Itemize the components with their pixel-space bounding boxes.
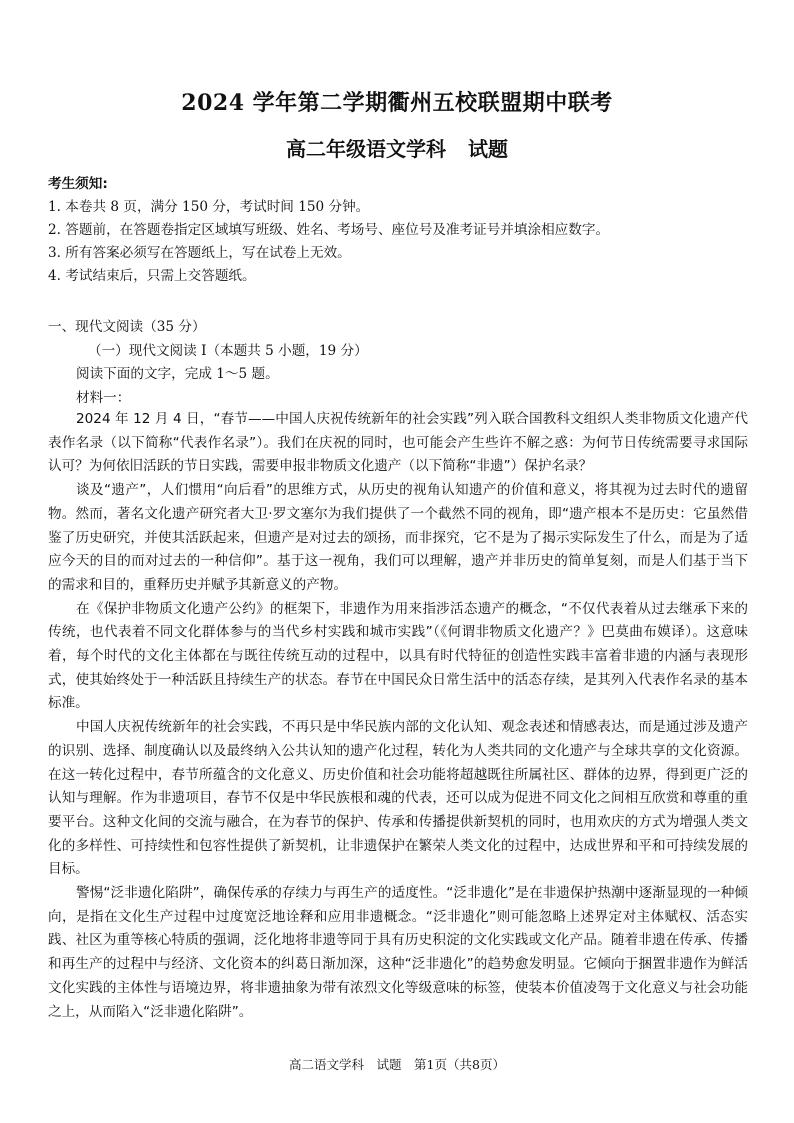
section-heading-block [48, 316, 748, 410]
notice-item: 2. 答题前，在答题卷指定区域填写班级、姓名、考场号、座位号及准考证号并填涂相应数字。 [48, 222, 610, 238]
reading-material [48, 408, 748, 1024]
notice-heading: 考生须知: [48, 176, 108, 192]
paper-label: 试题 [468, 137, 508, 161]
article-paragraph: 警惕“泛非遗化陷阱”，确保传承的存续力与再生产的适度性。“泛非遗化”是在非遗保护热潮中逐渐显现的一种倾向，是指在文化生产过程中过度宽泛地诠释和应用非遗概念。“泛非遗化”则可能忽略上述界定对主体赋权、活态实践、社区为重等核心特质的强调，泛化地将非遗等同于具有历史积淀的文化实践或文化产品。随着非遗在传承、传播和再生产的过程中与经济、文化资本的纠葛日渐加深，这种“泛非遗化”的趋势愈发明显。它倾向于捆置非遗作为鲜活文化实践的主体性与语境边界，将非遗抽象为带有浓烈文化等级意味的标签，使装本价值凌驾于文化意义与社会功能之上，从而陷入“泛非遗化陷阱”。 [48, 885, 748, 1020]
page-footer: 高二语文学科 试题 第1页（共8页） [289, 1057, 505, 1072]
article-paragraph: 谈及“遗产”，人们惯用“向后看”的思维方式，从历史的视角认知遗产的价值和意义，将其视为过去时代的遗留物。然而，著名文化遗产研究者大卫·罗文塞尔为我们提供了一个截然不同的视角，即“遗产根本不是历史：它虽然借鉴了历史研究，并使其活跃起来，但遗产是对过去的颂扬，而非探究，它不是为了揭示实际发生了什么，而是为了适应今天的目的而对过去的一种信仰”。基于这一视角，我们可以理解，遗产并非历史的简单复刻，而是人们基于当下的需求和目的，重释历史并赋予其新意义的产物。 [48, 482, 748, 593]
reading-instruction: 阅读下面的文字，完成 1～5 题。 [76, 366, 279, 382]
notice-item: 4. 考试结束后，只需上交答题纸。 [48, 268, 256, 284]
part-heading: 一、现代文阅读（35 分） [48, 319, 206, 335]
article-paragraph: 在《保护非物质文化遗产公约》的框架下，非遗作为用来指涉活态遗产的概念，“不仅代表着从过去继承下来的传统，也代表着不同文化群体参与的当代乡村实践和城市实践”（《何谓非物质文化遗产？》巴莫曲布嫫译）。这意味着，每个时代的文化主体都在与既往传统互动的过程中，以具有时代特征的创造性实践丰富着非遗的内涵与表现形式，使其始终处于一种活跃且持续生产的状态。春节在中国民众日常生活中的活态存续，是其列入代表作名录的基本标准。 [48, 600, 748, 712]
article-paragraph: 中国人庆祝传统新年的社会实践，不再只是中华民族内部的文化认知、观念表述和情感表达，而是通过涉及遗产的识别、选择、制度确认以及最终纳入公共认知的遗产化过程，转化为人类共同的文化遗产与全球共享的文化资源。在这一转化过程中，春节所蕴含的文化意义、历史价值和社会功能将超越既往所属社区、群体的边界，得到更广泛的认知与理解。作为非遗项目，春节不仅是中华民族根和魂的代表，还可以成为促进不同文化之间相互欣赏和尊重的重要平台。这种文化间的交流与融合，在为春节的保护、传承和传播提供新契机的同时，也用欢庆的方式为增强人类文化的多样性、可持续性和包容性提供了新契机，让非遗保护在繁荣人类文化的过程中，达成世界和平和可持续发展的目标。 [48, 719, 748, 878]
subsection-heading: （一）现代文阅读 I（本题共 5 小题，19 分） [88, 342, 368, 359]
exam-title: 2024 学年第二学期衢州五校联盟期中联考 [181, 90, 613, 116]
exam-subtitle [0, 133, 794, 162]
candidate-notice [48, 173, 748, 288]
notice-item: 1. 本卷共 8 页，满分 150 分，考试时间 150 分钟。 [48, 199, 370, 215]
material-label: 材料一： [76, 389, 131, 406]
article-paragraph: 2024 年 12 月 4 日，“春节——中国人庆祝传统新年的社会实践”列入联合国教科文组织人类非物质文化遗产代表作名录（以下简称“代表作名录”）。我们在庆祝的同时，也可能会产生些许不解之惑：为何节日传统需要寻求国际认可？为何依旧活跃的节日实践，需要申报非物质文化遗产（以下简称“非遗”）保护名录？ [48, 411, 748, 475]
notice-item: 3. 所有答案必须写在答题纸上，写在试卷上无效。 [48, 245, 351, 261]
subject-label: 高二年级语文学科 [286, 137, 446, 161]
